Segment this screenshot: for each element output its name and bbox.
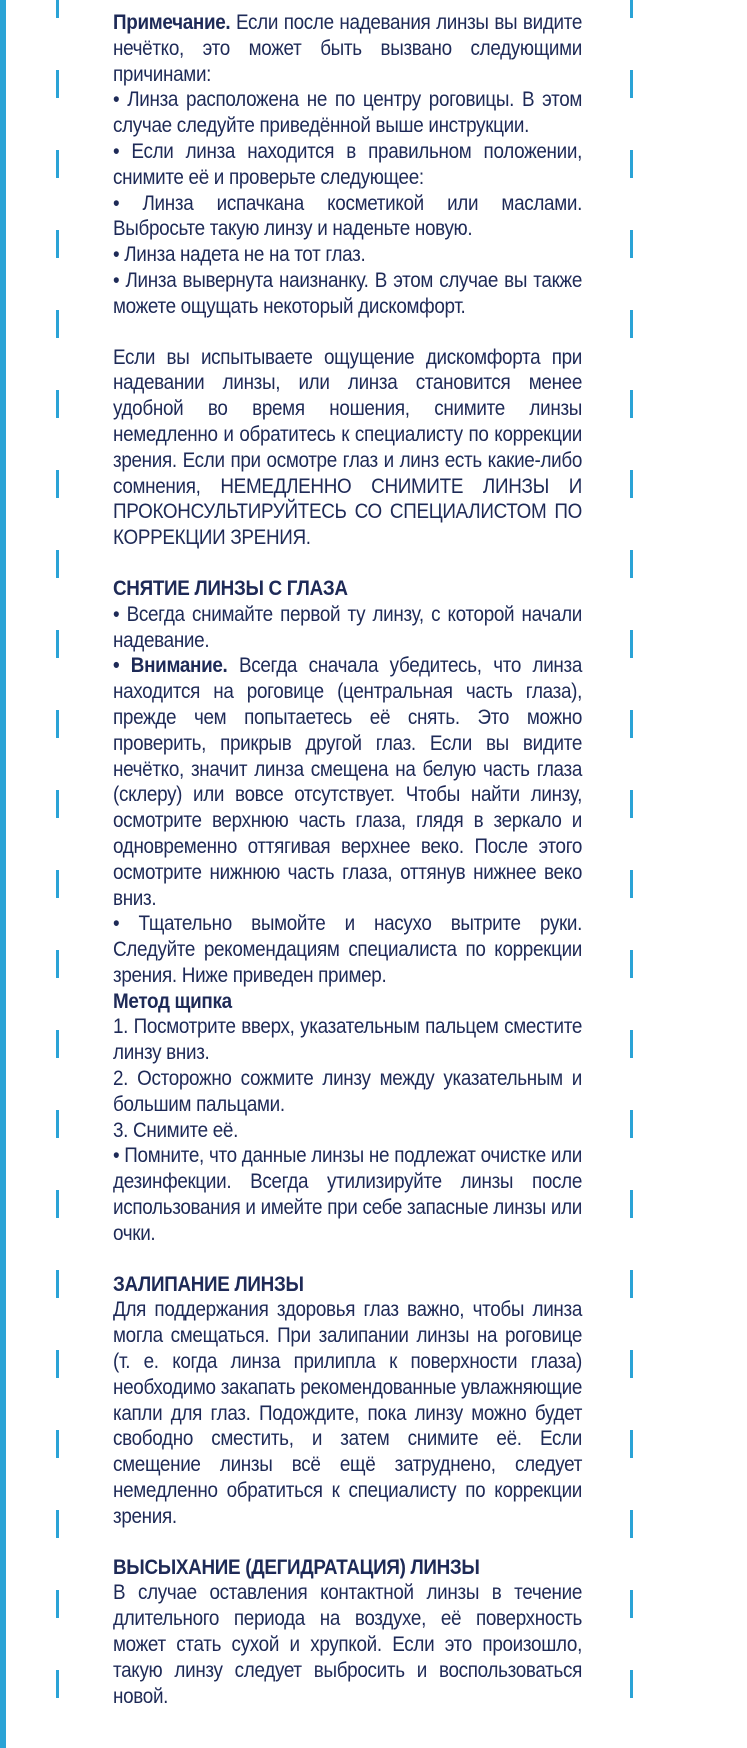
method-heading: Метод щипка <box>113 989 232 1013</box>
sticking-heading: ЗАЛИПАНИЕ ЛИНЗЫ <box>113 1272 304 1296</box>
note-item: • Линза испачкана косметикой или маслами. Выбросьте такую линзу и наденьте новую. <box>113 191 583 241</box>
attention-label: • Внимание. <box>113 654 228 678</box>
left-dashed-marks <box>56 0 59 1698</box>
removal-heading: СНЯТИЕ ЛИНЗЫ С ГЛАЗА <box>113 576 348 600</box>
instruction-text-column <box>113 10 582 1709</box>
note-label: Примечание. <box>113 11 231 34</box>
removal-attention <box>113 653 582 911</box>
note-intro <box>113 10 582 87</box>
sticking-text: Для поддержания здоровья глаз важно, чтобы линза могла смещаться. При залипании линзы на роговице (т. е. когда линза прилипла к поверхности глаза) необходимо закапать рекомендованные увлажняющие капли для глаз. Подождите, пока линзу можно будет свободно сместить, и затем снимите её. Если смещение линзы всё ещё затруднено, следует немедленно обратиться к специалисту по коррекции зрения. <box>113 1298 583 1528</box>
method-step: 3. Снимите её. <box>113 1118 239 1142</box>
removal-remember: • Помните, что данные линзы не подлежат очистке или дезинфекции. Всегда утилизируйте линзы после использования и имейте при себе запасные линзы или очки. <box>113 1144 583 1245</box>
note-item: • Линза надета не на тот глаз. <box>113 243 366 267</box>
removal-first: • Всегда снимайте первой ту линзу, с которой начали надевание. <box>113 602 583 652</box>
note-item: • Линза расположена не по центру роговицы. В этом случае следуйте приведённой выше инструкции. <box>113 88 583 138</box>
method-step: 1. Посмотрите вверх, указательным пальцем сместите линзу вниз. <box>113 1015 583 1065</box>
attention-text: Всегда сначала убедитесь, что линза находится на роговице (центральная часть глаза), прежде чем попытаетесь её снять. Это можно проверить, прикрыв другой глаз. Если вы видите нечётко, значит линза смещена на белую часть глаза (склеру) или вовсе отсутствует. Чтобы найти линзу, осмотрите верхнюю часть глаза, глядя в зеркало и одновременно оттягивая верхнее веко. После этого осмотрите нижнюю часть глаза, оттянув нижнее веко вниз. <box>113 654 583 910</box>
note-item: • Линза вывернута наизнанку. В этом случае вы также можете ощущать некоторый дискомфорт. <box>113 268 583 318</box>
left-border-line <box>0 0 6 1748</box>
note-item: • Если линза находится в правильном положении, снимите её и проверьте следующее: <box>113 139 583 189</box>
note-intro-text: Если после надевания линзы вы видите нечётко, это может быть вызвано следующими причинами: <box>113 11 583 86</box>
drying-heading: ВЫСЫХАНИЕ (ДЕГИДРАТАЦИЯ) ЛИНЗЫ <box>113 1555 480 1579</box>
method-step: 2. Осторожно сожмите линзу между указательным и большим пальцами. <box>113 1067 583 1116</box>
removal-wash: • Тщательно вымойте и насухо вытрите руки. Следуйте рекомендациям специалиста по коррекции зрения. Ниже приведен пример. <box>113 912 583 987</box>
right-dashed-border <box>630 0 633 1698</box>
drying-text: В случае оставления контактной линзы в течение длительного периода на воздухе, её поверхность может стать сухой и хрупкой. Если это произошло, такую линзу следует выбросить и воспользоваться новой. <box>113 1581 583 1708</box>
discomfort-paragraph: Если вы испытываете ощущение дискомфорта при надевании линзы, или линза становится менее удобной во время ношения, снимите линзы немедленно и обратитесь к специалисту по коррекции зрения. Если при осмотре глаз и линз есть какие-либо сомнения, НЕМЕДЛЕННО СНИМИТЕ ЛИНЗЫ И ПРОКОНСУЛЬТИРУЙТЕСЬ СО СПЕЦИАЛИСТОМ ПО КОРРЕКЦИИ ЗРЕНИЯ. <box>113 345 583 550</box>
